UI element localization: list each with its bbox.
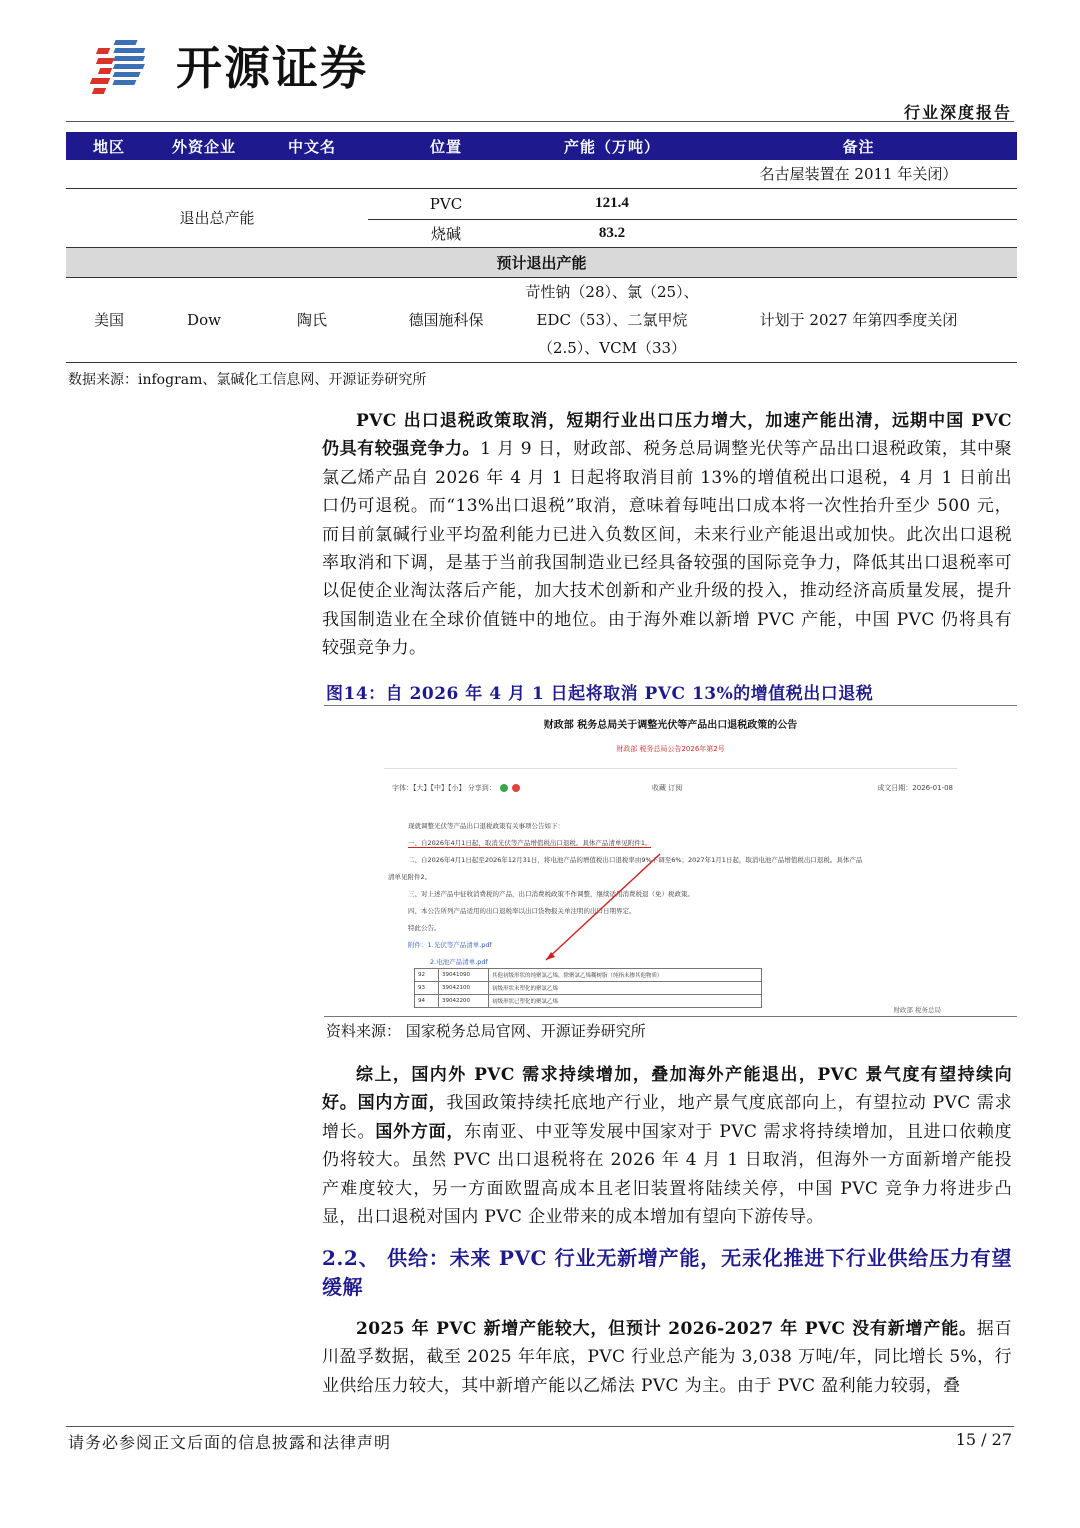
note-cell: 名古屋装置在 2011 年关闭） <box>700 160 1017 188</box>
paragraph-summary <box>322 1061 1012 1231</box>
announcement-line: 清单见附件2。 <box>388 873 432 881</box>
paragraph-supply <box>322 1315 1012 1400</box>
red-arrow-icon <box>324 706 1017 1017</box>
foreign-text: 东南亚、中亚等发展中国家对于 PVC 需求将持续增加，且进口依赖度仍将较大。虽然 PVC 出口退税将在 2026 年 4 月 1 日取消，但海外一方面新增产能投产难度较大，另一方面欧盟高成本且老旧装置将陆续关停，中国 PVC 竞争力将进步凸显，出口退税对国内 PVC 企业带来的成本增加有望向下游传导。 <box>322 1121 1013 1228</box>
col-header: 产能（万吨） <box>524 132 700 160</box>
paragraph-lead: 2025 年 PVC 新增产能较大，但预计 2026-2027 年 PVC 没有新增产能。 <box>356 1319 977 1339</box>
paragraph-body: 据百川盈孚数据，截至 2025 年年底，PVC 行业总产能为 3,038 万吨/年，同比增长 5%，行业供给压力较大，其中新增产能以乙烯法 PVC 为主。由于 PVC 盈利能力较弱，叠 <box>322 1319 1012 1396</box>
capacity-cell: 83.2 <box>524 219 700 247</box>
domestic-text: 我国政策持续托底地产行业，地产景气度底部向上，有望拉动 PVC 需求增长。 <box>322 1093 1012 1142</box>
attachment-link[interactable]: 2.电池产品清单.pdf <box>430 958 488 966</box>
announcement-line: 特此公告。 <box>408 924 441 932</box>
kaiyuan-logo-icon <box>88 34 162 96</box>
table-row <box>66 277 1017 362</box>
capacity-table <box>66 132 1017 363</box>
figure-source: 资料来源： 国家税务总局官网、开源证券研究所 <box>326 1022 646 1040</box>
col-header: 外资企业 <box>152 132 256 160</box>
attachment-link[interactable]: 附件：1.光伏等产品清单.pdf <box>408 941 492 949</box>
product-cell: 烧碱 <box>368 219 524 247</box>
paragraph-export-tax <box>322 407 1012 663</box>
capacity-line: EDC（53）、二氯甲烷 <box>536 310 688 329</box>
figure-title: 图14：自 2026 年 4 月 1 日起将取消 PVC 13%的增值税出口退税 <box>326 684 874 704</box>
product-cell: PVC <box>368 188 524 219</box>
announcement-line: 三、对上述产品中征收消费税的产品，出口消费税政策不作调整，继续适用消费税退（免）税政策。 <box>408 890 694 898</box>
report-type: 行业深度报告 <box>903 103 1012 122</box>
row-desc: 初级形状已塑化的聚氯乙烯 <box>489 995 762 1008</box>
paragraph-lead: PVC 出口退税政策取消，短期行业出口压力增大，加速产能出清，远期中国 PVC 仍具有较强竞争力。 <box>322 411 1012 460</box>
capacity-cell <box>524 277 700 362</box>
company-cell: Dow <box>152 277 256 362</box>
footer-divider <box>66 1426 1014 1427</box>
capacity-line: 苛性钠（28）、氯（25）、 <box>525 282 699 301</box>
col-header: 位置 <box>368 132 524 160</box>
col-header: 地区 <box>66 132 152 160</box>
footer-disclaimer: 请务必参阅正文后面的信息披露和法律声明 <box>68 1433 392 1452</box>
table-header-row <box>66 132 1017 160</box>
col-header: 备注 <box>700 132 1017 160</box>
row-desc: 初级形状未塑化的聚氯乙烯 <box>489 982 762 995</box>
table-row <box>66 160 1017 188</box>
table-row <box>66 188 1017 219</box>
company-logo <box>88 34 368 96</box>
foreign-label: 国外方面， <box>375 1121 465 1142</box>
company-name: 开源证券 <box>176 41 368 95</box>
paragraph-body: 1 月 9 日，财政部、税务总局调整光伏等产品出口退税政策，其中聚氯乙烯产品自 2026 年 4 月 1 日起将取消目前 13%的增值税出口退税，4 月 1 日前出口仍可退税。而“13%出口退税”取消，意味着每吨出口成本将一次性抬升至少 500 元，而目前氯碱行业平均盈利能力已进入负数区间，未来行业产能退出或加快。此次出口退税率取消和下调，是基于当前我国制造业已经具备较强的国际竞争力，降低其出口退税率可以促使企业淘汰落后产能，加大技术创新和产业升级的投入，推动经济高质量发展，提升我国制造业在全球价值链中的地位。由于海外难以新增 PVC 产能，中国 PVC 仍将具有较强竞争力。 <box>322 439 1012 659</box>
font-size-label: 字体：【大】【中】【小】 分享到： <box>392 784 496 792</box>
announcement-screenshot <box>324 705 1017 1017</box>
row-no: 92 <box>415 969 439 982</box>
row-code: 39042200 <box>439 995 489 1008</box>
announcement-date: 成文日期：2026-01-08 <box>877 784 953 792</box>
section-label: 预计退出产能 <box>66 247 1017 277</box>
row-code: 39042100 <box>439 982 489 995</box>
announcement-line: 四、本公告所列产品适用的出口退税率以出口货物报关单注明的出口日期界定。 <box>408 907 636 915</box>
row-code: 39041090 <box>439 969 489 982</box>
note-cell: 计划于 2027 年第四季度关闭 <box>700 277 1017 362</box>
region-cell: 美国 <box>66 277 152 362</box>
row-no: 94 <box>415 995 439 1008</box>
announcement-line: 二、自2026年4月1日起至2026年12月31日，将电池产品的增值税出口退税率由9%下调至6%；2027年1月1日起，取消电池产品增值税出口退税。具体产品 <box>408 856 863 864</box>
header-divider <box>66 121 1014 122</box>
page-number: 15 / 27 <box>955 1430 1012 1449</box>
row-no: 93 <box>415 982 439 995</box>
paragraph-lead: 综上，国内外 PVC 需求持续增加，叠加海外产能退出，PVC 景气度有望持续向好。 <box>322 1065 1012 1114</box>
announcement-number: 财政部 税务总局公告2026年第2号 <box>616 745 725 753</box>
location-cell: 德国施科保 <box>368 277 524 362</box>
capacity-cell: 121.4 <box>524 188 700 219</box>
chinese-name-cell: 陶氏 <box>256 277 368 362</box>
exit-total-label: 退出总产能 <box>66 188 368 247</box>
col-header: 中文名 <box>256 132 368 160</box>
announcement-signature: 财政部 税务总局 <box>893 1006 941 1014</box>
announcement-line: 现就调整光伏等产品出口退税政策有关事项公告如下： <box>408 822 564 830</box>
section-heading: 2.2、 供给：未来 PVC 行业无新增产能，无汞化推进下行业供给压力有望缓解 <box>322 1246 1012 1299</box>
table-section-row <box>66 247 1017 277</box>
domestic-label: 国内方面， <box>357 1093 447 1114</box>
announcement-line: 一、自2026年4月1日起，取消光伏等产品增值税出口退税。具体产品清单见附件1。 <box>408 839 652 847</box>
capacity-line: （2.5）、VCM（33） <box>537 338 687 357</box>
table-source: 数据来源：infogram、氯碱化工信息网、开源证券研究所 <box>68 372 427 388</box>
announcement-title: 财政部 税务总局关于调整光伏等产品出口退税政策的公告 <box>543 720 798 731</box>
row-desc: 其他初级形状的纯聚氯乙烯，除聚氯乙烯糊树脂（纯指未掺其他物质） <box>489 969 762 982</box>
favorite-subscribe: 收藏 订阅 <box>652 784 683 792</box>
